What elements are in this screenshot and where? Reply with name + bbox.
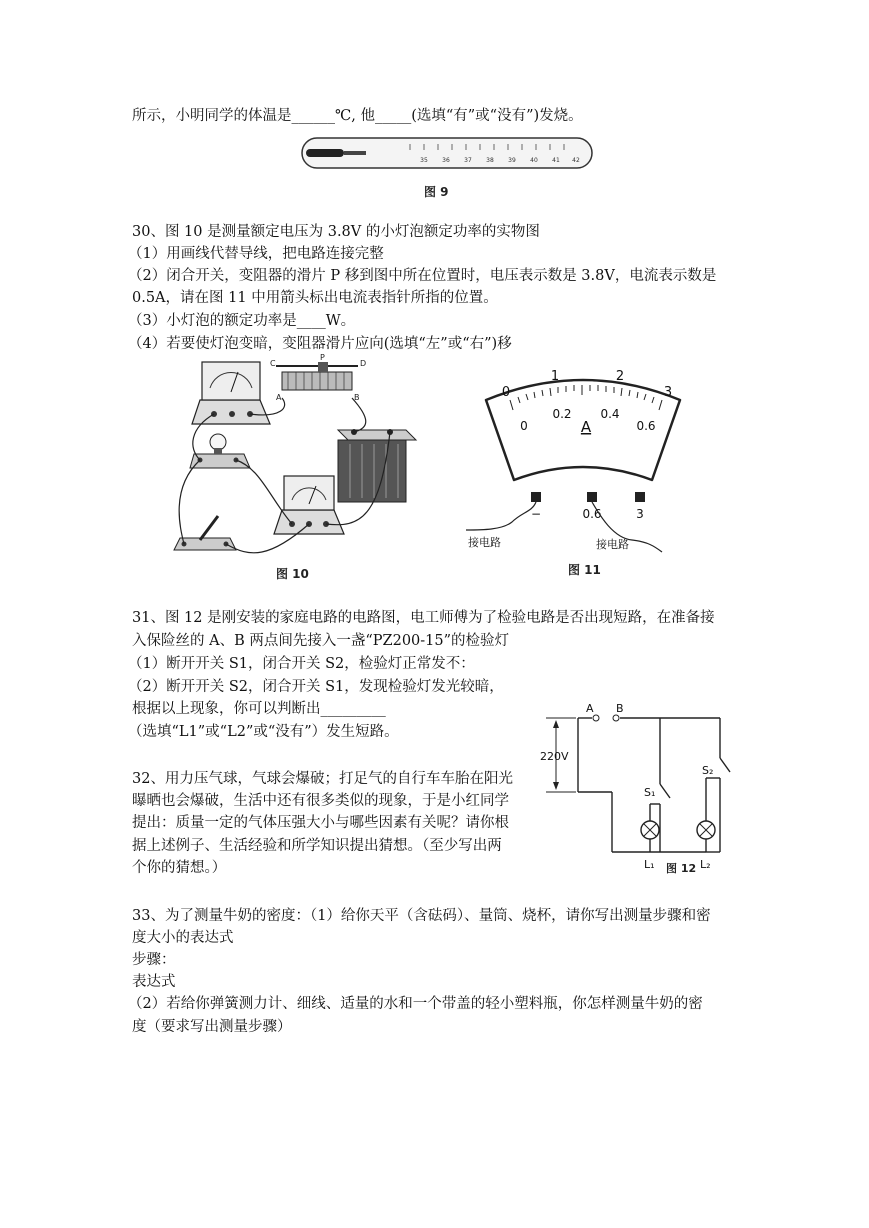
rheostat-device: [270, 353, 366, 402]
lamp-l1: [641, 821, 659, 839]
label-l2: L₂: [700, 858, 711, 871]
q30-item-2-cont: 0.5A，请在图 11 中用箭头标出电流表指针所指的位置。: [132, 290, 498, 306]
thermo-label-39: 39: [508, 157, 516, 164]
bulb-device: [190, 434, 250, 468]
battery-device: [338, 429, 416, 502]
figure-10-caption: 图 10: [276, 567, 309, 581]
wire-label-right: 接电路: [596, 538, 629, 551]
thermo-label-38: 38: [486, 157, 494, 164]
figure-11-caption: 图 11: [568, 563, 601, 577]
rheostat-label-a: A: [276, 393, 282, 402]
q32-line-2: 曝晒也会爆破，生活中还有很多类似的现象，于是小红同学: [132, 793, 509, 809]
q33-line-2: 度大小的表达式: [132, 930, 234, 946]
q30-item-2: （2）闭合开关，变阻器的滑片 P 移到图中所在位置时，电压表示数是 3.8V，电流表示数是: [128, 268, 717, 284]
dial-inner-0-2: 0.2: [552, 407, 572, 421]
thermo-label-36: 36: [442, 157, 450, 164]
q31-item-3: （选填“L1”或“L2”或“没有”）发生短路。: [128, 724, 399, 740]
label-a: A: [586, 702, 594, 715]
figure-11-ammeter-dial: [462, 362, 704, 580]
figure-9-thermometer: [300, 136, 600, 202]
thermo-label-35: 35: [420, 157, 428, 164]
terminal-0-6: 0.6: [582, 507, 602, 521]
label-s1: S₁: [644, 786, 656, 799]
voltmeter-device: [274, 476, 344, 534]
dial-outer-1: 1: [550, 369, 560, 384]
q32-line-1: 32、用力压气球，气球会爆破；打足气的自行车车胎在阳光: [132, 771, 513, 787]
wire-label-left: 接电路: [468, 536, 501, 549]
label-l1: L₁: [644, 858, 655, 871]
q31-item-2: （2）断开开关 S2，闭合开关 S1，发现检验灯发光较暗，: [128, 679, 504, 695]
q31-item-1: （1）断开开关 S1，闭合开关 S2，检验灯正常发不：: [128, 656, 475, 672]
dial-unit: A: [580, 418, 592, 436]
q33-expression-label: 表达式: [132, 974, 176, 990]
rheostat-label-c: C: [270, 359, 276, 368]
label-b: B: [616, 702, 624, 715]
lamp-l2: [697, 821, 715, 839]
q32-line-5: 个你的猜想。）: [132, 860, 227, 876]
rheostat-label-p: P: [320, 353, 325, 362]
dial-outer-0: 0: [501, 385, 511, 400]
label-220v: 220V: [540, 750, 569, 763]
question-29-tail: 所示，小明同学的体温是______℃, 他_____(选填“有”或“没有”)发烧。: [132, 108, 583, 124]
thermo-label-41: 41: [552, 157, 560, 164]
rheostat-label-b: B: [354, 393, 360, 402]
label-s2: S₂: [702, 764, 714, 777]
thermo-label-40: 40: [530, 157, 538, 164]
rheostat-label-d: D: [360, 359, 367, 368]
q30-item-1: （1）用画线代替导线，把电路连接完整: [128, 246, 384, 262]
terminal-negative: −: [530, 507, 542, 521]
terminal-3: 3: [636, 507, 644, 521]
q33-line-6: 度（要求写出测量步骤）: [132, 1019, 292, 1035]
q33-steps-label: 步骤：: [132, 952, 176, 968]
q30-item-4: （4）若要使灯泡变暗，变阻器滑片应向(选填“左”或“右”)移: [128, 336, 512, 352]
figure-10-apparatus: [170, 353, 430, 584]
q30-title: 30、图 10 是测量额定电压为 3.8V 的小灯泡额定功率的实物图: [132, 224, 540, 240]
figure-9-caption: 图 9: [424, 185, 449, 199]
dial-inner-0: 0: [520, 419, 528, 433]
figure-12-circuit: [540, 700, 740, 876]
thermo-label-42: 42: [572, 157, 580, 164]
q31-item-2-cont: 根据以上现象，你可以判断出_________: [132, 701, 386, 717]
q33-line-5: （2）若给你弹簧测力计、细线、适量的水和一个带盖的轻小塑料瓶，你怎样测量牛奶的密: [128, 996, 703, 1012]
figure-12-caption: 图 12: [666, 862, 697, 875]
dial-inner-0-6: 0.6: [636, 419, 656, 433]
q33-line-1: 33、为了测量牛奶的密度：（1）给你天平（含砝码）、量筒、烧杯，请你写出测量步骤和密: [132, 908, 711, 924]
q32-line-3: 提出：质量一定的气体压强大小与哪些因素有关呢？请你根: [132, 815, 509, 831]
dial-outer-3: 3: [663, 385, 673, 400]
q31-line-1: 31、图 12 是刚安装的家庭电路的电路图，电工师傅为了检验电路是否出现短路，在准备接: [132, 610, 715, 626]
dial-inner-0-4: 0.4: [600, 407, 620, 421]
q32-line-4: 据上述例子、生活经验和所学知识提出猜想。（至少写出两: [132, 838, 502, 854]
thermo-label-37: 37: [464, 157, 472, 164]
q31-line-2: 入保险丝的 A、B 两点间先接入一盏“PZ200-15”的检验灯: [132, 633, 510, 649]
q30-item-3: （3）小灯泡的额定功率是____W。: [128, 313, 356, 329]
dial-outer-2: 2: [615, 369, 625, 384]
